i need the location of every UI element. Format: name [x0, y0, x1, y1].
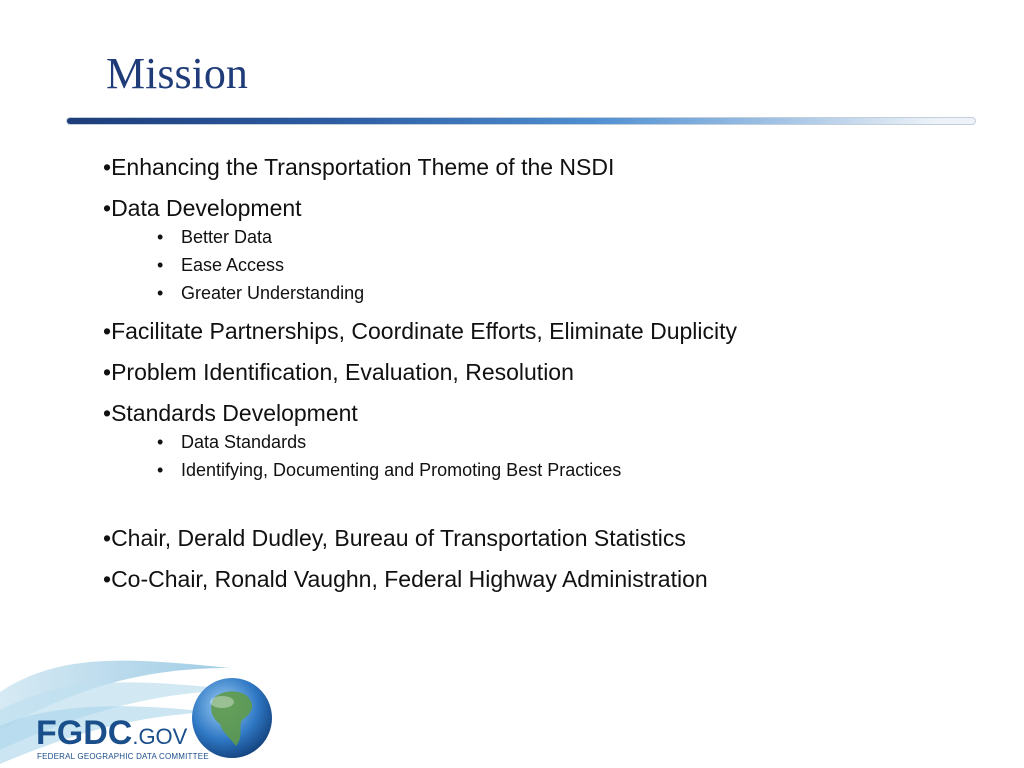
fgdc-logo-main: FGDC [36, 714, 133, 752]
bullet-list [103, 152, 737, 605]
bullet-item [103, 564, 737, 594]
fgdc-logo [36, 716, 187, 754]
bullet-item [103, 523, 737, 553]
sub-bullet-item: • Greater Understanding [103, 281, 737, 305]
bullet-item [103, 398, 737, 482]
sub-bullet-item: • Identifying, Documenting and Promoting Best Practices [103, 458, 737, 482]
bullet-item [103, 357, 737, 387]
bullet-item [103, 193, 737, 305]
bullet-text: Facilitate Partnerships, Coordinate Efforts, Eliminate Duplicity [111, 318, 738, 344]
sub-bullet-list [103, 430, 737, 482]
slide-title: Mission [106, 49, 248, 98]
bullet-text: Problem Identification, Evaluation, Resolution [111, 359, 574, 385]
bullet-item [103, 316, 737, 346]
fgdc-logo-suffix: .GOV [132, 724, 188, 749]
sub-bullet-item: • Ease Access [103, 253, 737, 277]
bullet-text: Enhancing the Transportation Theme of the NSDI [111, 154, 615, 180]
fgdc-logo-subtitle: FEDERAL GEOGRAPHIC DATA COMMITTEE [37, 752, 209, 761]
bullet-spacer [103, 493, 737, 523]
bullet-text: Standards Development [111, 400, 358, 426]
sub-bullet-list [103, 225, 737, 305]
bullet-item [103, 152, 737, 182]
globe-icon [192, 678, 272, 758]
title-divider [66, 117, 976, 125]
sub-bullet-item: • Better Data [103, 225, 737, 249]
bullet-text: Co-Chair, Ronald Vaughn, Federal Highway Administration [111, 566, 708, 592]
bullet-text: Data Development [111, 195, 302, 221]
sub-bullet-item: • Data Standards [103, 430, 737, 454]
bullet-text: Chair, Derald Dudley, Bureau of Transportation Statistics [111, 525, 686, 551]
